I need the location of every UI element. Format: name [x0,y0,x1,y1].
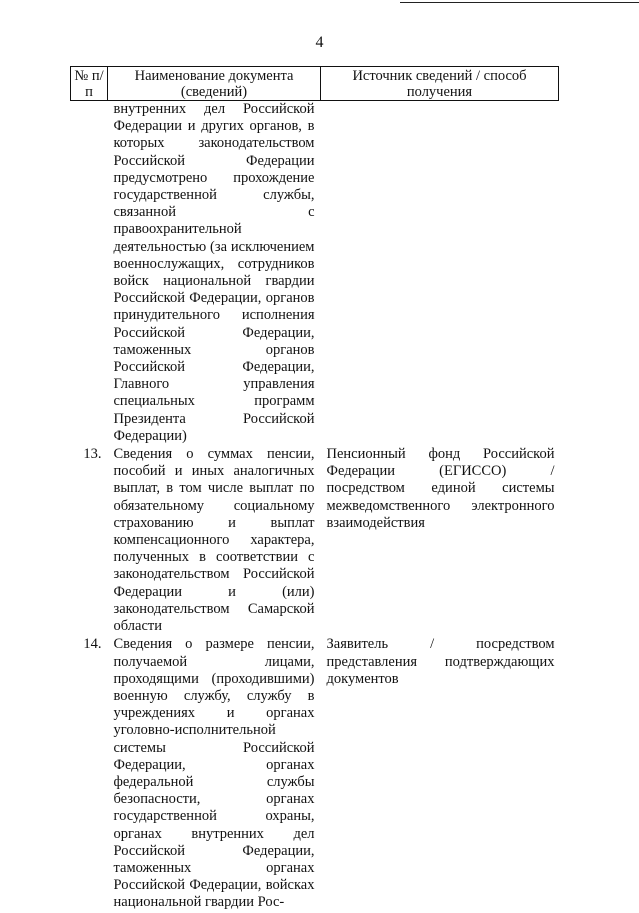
table-header-row [71,67,559,101]
header-source: Источник сведений / способ получения [321,67,559,101]
row-number: 14. [83,636,102,653]
document-source: Заявитель / посредством представления подтверждающих документов [326,636,555,687]
document-name: Сведения о суммах пенсии, пособий и иных аналогичных выплат, в том числе выплат по обязательному социальному страхованию и выплат компенсационного характера, полученных в соответствии с законодательством Российской Федерации и (или) законодательством Самарской области [113,446,315,635]
document-source: Пенсионный фонд Российской Федерации (ЕГИССО) / посредством единой системы межведомственного электронного взаимодействия [326,446,555,531]
document-name: Сведения о размере пенсии, получаемой лицами, проходящими (проходившими) военную службу, службу в учреждениях и органах уголовно-исполнительной системы Российской Федерации, органах федеральной службы безопасности, органах государственной охраны, органах внутренних дел Российской Федерации, таможенных органах Российской Федерации, войсках национальной гвардии Рос- [113,636,315,911]
row-number [71,101,108,447]
header-rule [400,2,639,3]
header-name: Наименование документа (сведений) [108,67,321,101]
table-row [71,101,559,447]
table-row [71,446,559,636]
table-row [71,636,559,912]
page-number: 4 [315,34,324,51]
document-source [321,101,559,447]
row-number: 13. [83,446,102,463]
documents-table [70,66,559,913]
document-name: внутренних дел Российской Федерации и других органов, в которых законодательством Российской Федерации предусмотрено прохождение государственной службы, связанной с правоохранительной деятельностью (за исключением военнослужащих, сотрудников войск национальной гвардии Российской Федерации, органов принудительного исполнения Российской Федерации, таможенных органов Российской Федерации, Главного управления специальных программ Президента Российской Федерации) [113,101,315,444]
header-num: № п/п [71,67,108,101]
